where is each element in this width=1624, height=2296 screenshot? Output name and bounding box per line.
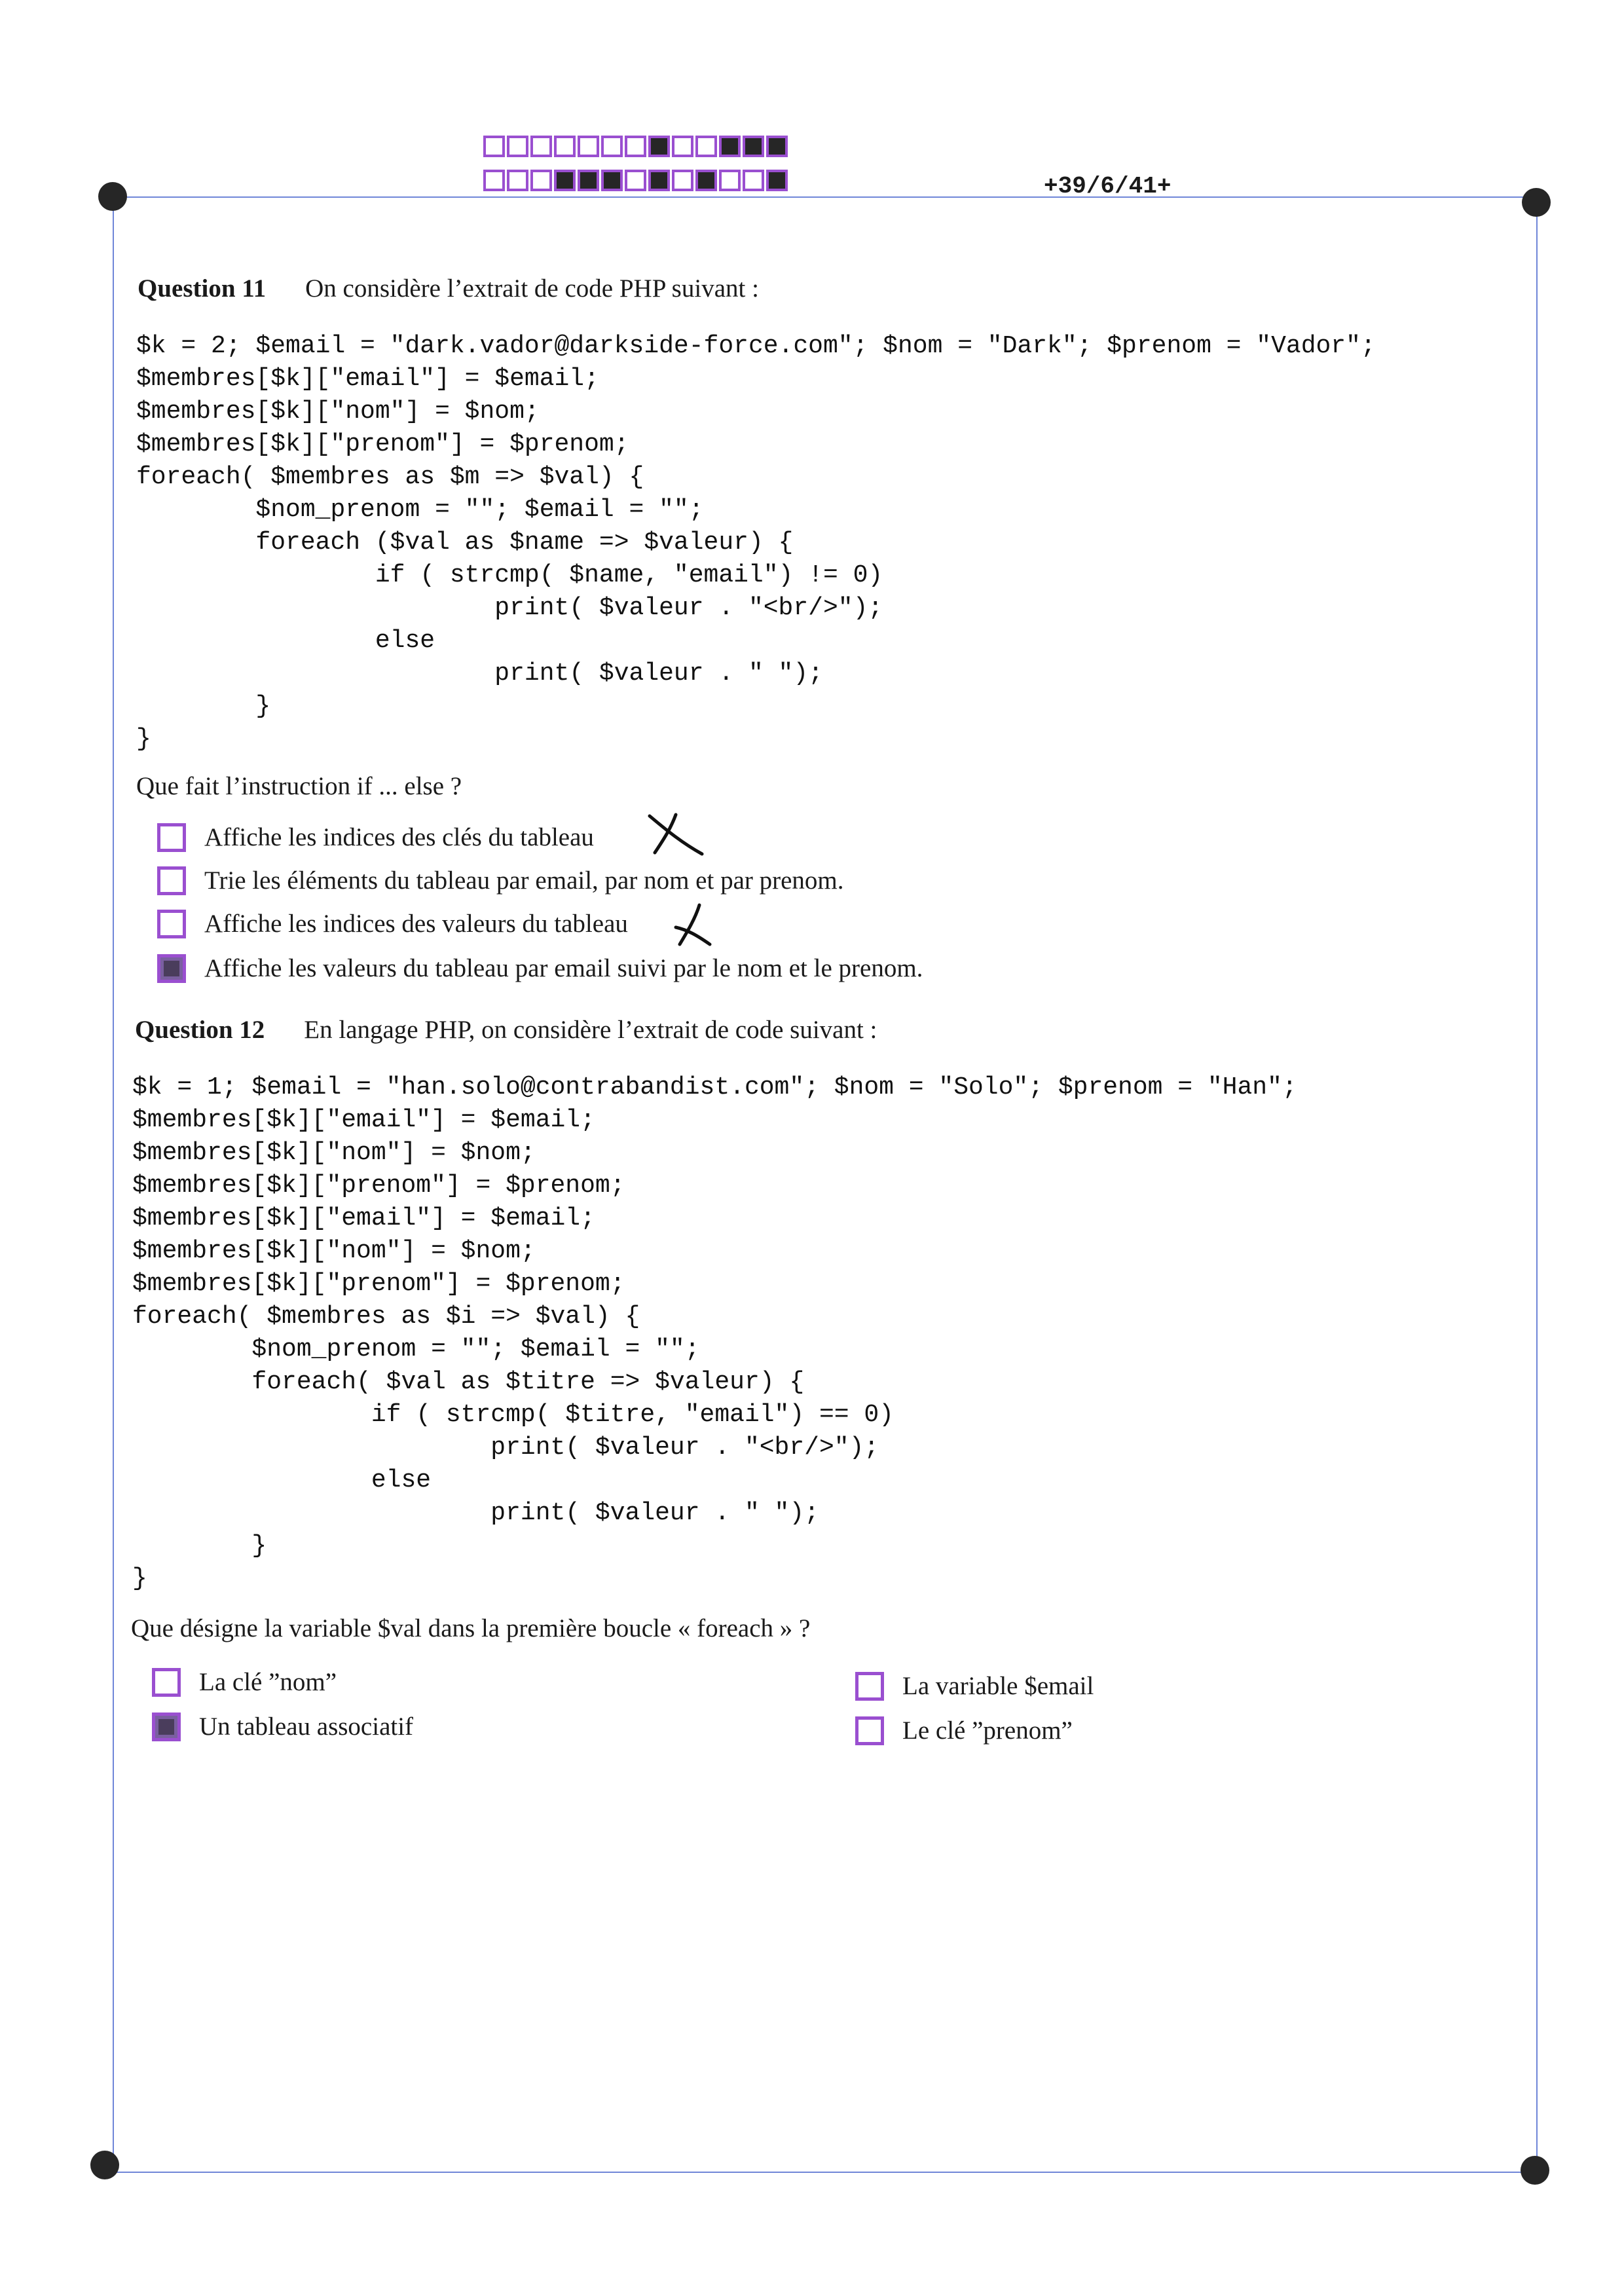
checkbox[interactable] [157, 910, 186, 938]
handwritten-cross-mark-icon [673, 902, 719, 948]
question-11-header [138, 274, 759, 303]
question-label: Question 11 [138, 274, 267, 303]
choice-label: Affiche les valeurs du tableau par email suivi par le nom et le prenom. [204, 954, 923, 982]
question-12-prompt: Que désigne la variable $val dans la première boucle « foreach » ? [131, 1614, 811, 1642]
id-box-filled [766, 136, 788, 157]
checkbox[interactable] [152, 1668, 181, 1697]
frame-left-line [113, 198, 114, 2172]
corner-marker-bottom-left [90, 2151, 119, 2179]
id-box-empty [625, 136, 646, 157]
id-box-empty [507, 136, 528, 157]
id-box-empty [483, 170, 505, 191]
choice-label: Trie les éléments du tableau par email, par nom et par prenom. [204, 866, 844, 895]
frame-right-line [1536, 203, 1538, 2172]
id-box-empty [554, 136, 576, 157]
checkbox-checked[interactable] [157, 954, 186, 983]
question-12-header [135, 1015, 877, 1045]
question-11-code: $k = 2; $email = "dark.vador@darkside-force.com"; $nom = "Dark"; $prenom = "Vador"; $membres[$k]["email"] = $email; $membres[$k]["nom"] = $nom; $membres[$k]["prenom"] = $prenom; foreach( $membres as $m => $val) { $nom_prenom = ""; $email = ""; foreach ($val as $name => $valeur) { if ( strcmp( $name, "email") != 0) print( $valeur . "<br/>"); else print( $valeur . " "); } } [136, 332, 1376, 753]
id-box-filled [766, 170, 788, 191]
id-box-filled [695, 170, 717, 191]
page-id: +39/6/41+ [1044, 173, 1172, 200]
checkbox[interactable] [855, 1716, 884, 1745]
id-box-filled [743, 136, 764, 157]
choice-label: La variable $email [902, 1672, 1094, 1700]
checkbox-checked[interactable] [152, 1713, 181, 1741]
choice-label: Affiche les indices des clés du tableau [204, 823, 594, 851]
corner-marker-top-right [1522, 188, 1551, 217]
q11-choice-1[interactable] [157, 823, 594, 852]
id-box-empty [530, 170, 552, 191]
id-box-filled [578, 170, 599, 191]
q11-choice-4[interactable] [157, 954, 923, 983]
q11-choice-2[interactable] [157, 866, 844, 895]
choice-label: Un tableau associatif [199, 1713, 414, 1741]
question-11-prompt: Que fait l’instruction if ... else ? [136, 772, 462, 800]
id-box-empty [743, 170, 764, 191]
frame-top-line [114, 196, 1539, 198]
q12-choice-4[interactable] [855, 1716, 1073, 1745]
question-intro: En langage PHP, on considère l’extrait de code suivant : [304, 1016, 877, 1044]
question-label: Question 12 [135, 1016, 265, 1044]
id-box-empty [625, 170, 646, 191]
choice-label: La clé ”nom” [199, 1668, 337, 1696]
id-code-row-2 [483, 170, 790, 191]
q12-choice-2[interactable] [152, 1712, 413, 1741]
id-box-filled [648, 136, 670, 157]
id-box-filled [719, 136, 741, 157]
choice-label: Le clé ”prenom” [902, 1716, 1073, 1745]
id-box-empty [672, 170, 693, 191]
checkbox[interactable] [855, 1672, 884, 1701]
id-box-empty [483, 136, 505, 157]
id-box-empty [695, 136, 717, 157]
question-12-code: $k = 1; $email = "han.solo@contrabandist.com"; $nom = "Solo"; $prenom = "Han"; $membres[$k]["email"] = $email; $membres[$k]["nom"] = $nom; $membres[$k]["prenom"] = $prenom; $membres[$k]["email"] = $email; $membres[$k]["nom"] = $nom; $membres[$k]["prenom"] = $prenom; foreach( $membres as $i => $val) { $nom_prenom = ""; $email = ""; foreach( $val as $titre => $valeur) { if ( strcmp( $titre, "email") == 0) print( $valeur . "<br/>"); else print( $valeur . " "); } } [132, 1073, 1297, 1593]
id-box-empty [672, 136, 693, 157]
corner-marker-top-left [98, 182, 127, 211]
handwritten-cross-mark-icon [647, 812, 706, 858]
frame-bottom-line [105, 2172, 1536, 2173]
choice-label: Affiche les indices des valeurs du tableau [204, 910, 628, 938]
id-box-empty [601, 136, 623, 157]
q11-choice-3[interactable] [157, 909, 628, 938]
id-box-empty [507, 170, 528, 191]
corner-marker-bottom-right [1521, 2156, 1549, 2185]
id-box-filled [601, 170, 623, 191]
id-box-filled [648, 170, 670, 191]
q12-choice-1[interactable] [152, 1667, 337, 1697]
id-code-row-1 [483, 136, 790, 157]
checkbox[interactable] [157, 866, 186, 895]
question-intro: On considère l’extrait de code PHP suivant : [305, 274, 759, 303]
q12-choice-3[interactable] [855, 1671, 1094, 1701]
checkbox[interactable] [157, 823, 186, 852]
id-box-empty [530, 136, 552, 157]
id-box-empty [578, 136, 599, 157]
id-box-empty [719, 170, 741, 191]
id-box-filled [554, 170, 576, 191]
